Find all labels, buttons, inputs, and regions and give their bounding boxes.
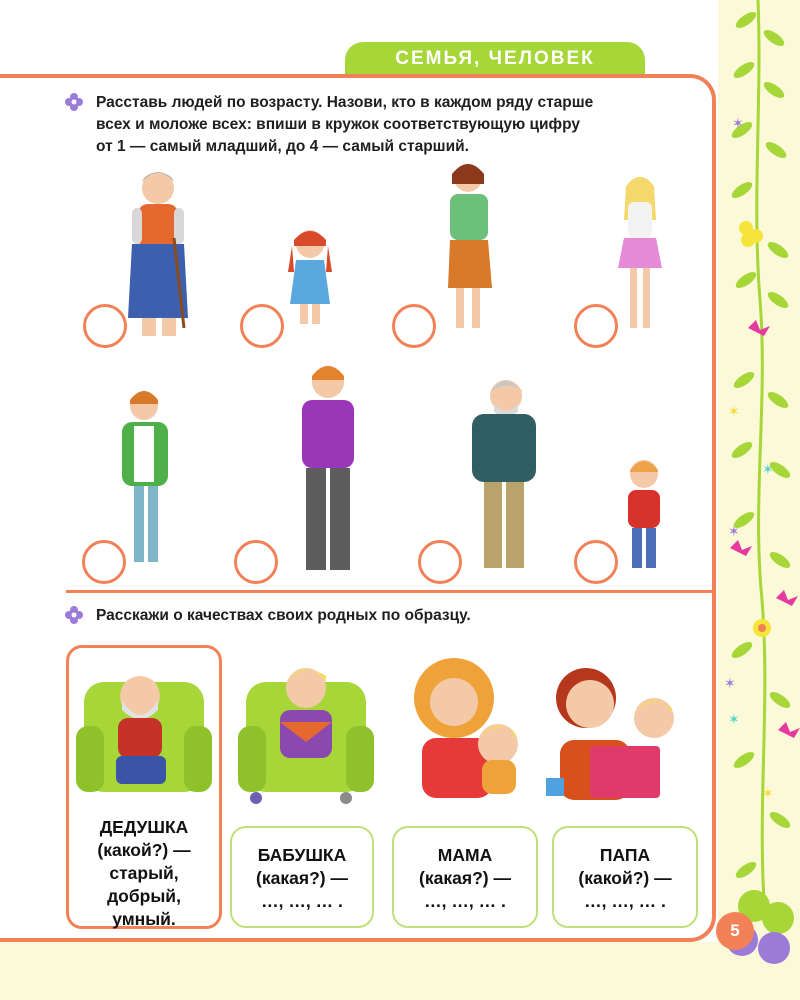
svg-text:✶: ✶ — [724, 675, 736, 691]
answer-circle[interactable] — [240, 304, 284, 348]
svg-text:✶: ✶ — [728, 523, 740, 539]
card-line: старый, — [109, 863, 179, 883]
card-line: ПАПА — [599, 845, 651, 865]
girl-figure — [282, 224, 338, 332]
answer-circle[interactable] — [574, 304, 618, 348]
decor-strip-bottom — [0, 942, 800, 1000]
svg-text:✶: ✶ — [762, 461, 774, 477]
card-line: умный. — [112, 909, 176, 929]
answer-circle[interactable] — [83, 304, 127, 348]
grandfather-figure — [462, 374, 546, 578]
little-boy-figure — [620, 456, 668, 578]
card-line: ДЕДУШКА — [99, 817, 189, 837]
svg-text:✶: ✶ — [728, 403, 740, 419]
card-grandmother-text — [230, 844, 374, 913]
card-line: …, …, … . — [261, 891, 343, 911]
card-line: БАБУШКА — [257, 845, 347, 865]
father-reading-illustration — [546, 658, 696, 808]
grandmother-armchair-illustration — [236, 652, 376, 808]
task1-line: Расставь людей по возрасту. Назови, кто в каждом ряду старше — [96, 94, 594, 111]
svg-text:✶: ✶ — [728, 711, 740, 727]
svg-text:✶: ✶ — [762, 785, 774, 801]
svg-text:✶: ✶ — [732, 115, 744, 131]
answer-circle[interactable] — [418, 540, 462, 584]
card-line: (какая?) — — [419, 868, 511, 888]
card-line: …, …, … . — [424, 891, 506, 911]
answer-circle[interactable] — [234, 540, 278, 584]
page-number: 5 — [716, 912, 754, 950]
answer-circle[interactable] — [574, 540, 618, 584]
card-line: МАМА — [437, 845, 493, 865]
teen-girl-figure — [612, 172, 668, 342]
task1-line: всех и моложе всех: впиши в кружок соответствующую цифру — [96, 116, 580, 133]
grandfather-armchair-illustration — [76, 656, 212, 806]
card-grandfather-text — [70, 816, 218, 931]
answer-circle[interactable] — [82, 540, 126, 584]
task2-instruction: Расскажи о качествах своих родных по образцу. — [96, 607, 471, 624]
mother-with-baby-illustration — [400, 648, 532, 808]
grandmother-figure — [118, 168, 198, 340]
card-line: (какая?) — — [256, 868, 348, 888]
leaf-vine-icon — [718, 0, 800, 1000]
flower-bullet-icon — [64, 92, 84, 112]
woman-figure — [438, 158, 502, 338]
card-line: …, …, … . — [584, 891, 666, 911]
card-mother-text — [392, 844, 538, 913]
card-line: (какой?) — — [578, 868, 672, 888]
task1-instruction — [96, 92, 656, 158]
answer-circle[interactable] — [392, 304, 436, 348]
flower-bullet-icon — [64, 605, 84, 625]
section-title: СЕМЬЯ, ЧЕЛОВЕК — [395, 48, 595, 69]
section-divider — [66, 590, 714, 593]
card-line: добрый, — [107, 886, 181, 906]
card-line: (какой?) — — [97, 840, 191, 860]
man-figure — [288, 360, 368, 582]
task1-line: от 1 — самый младший, до 4 — самый старший. — [96, 138, 469, 155]
card-father-text — [552, 844, 698, 913]
